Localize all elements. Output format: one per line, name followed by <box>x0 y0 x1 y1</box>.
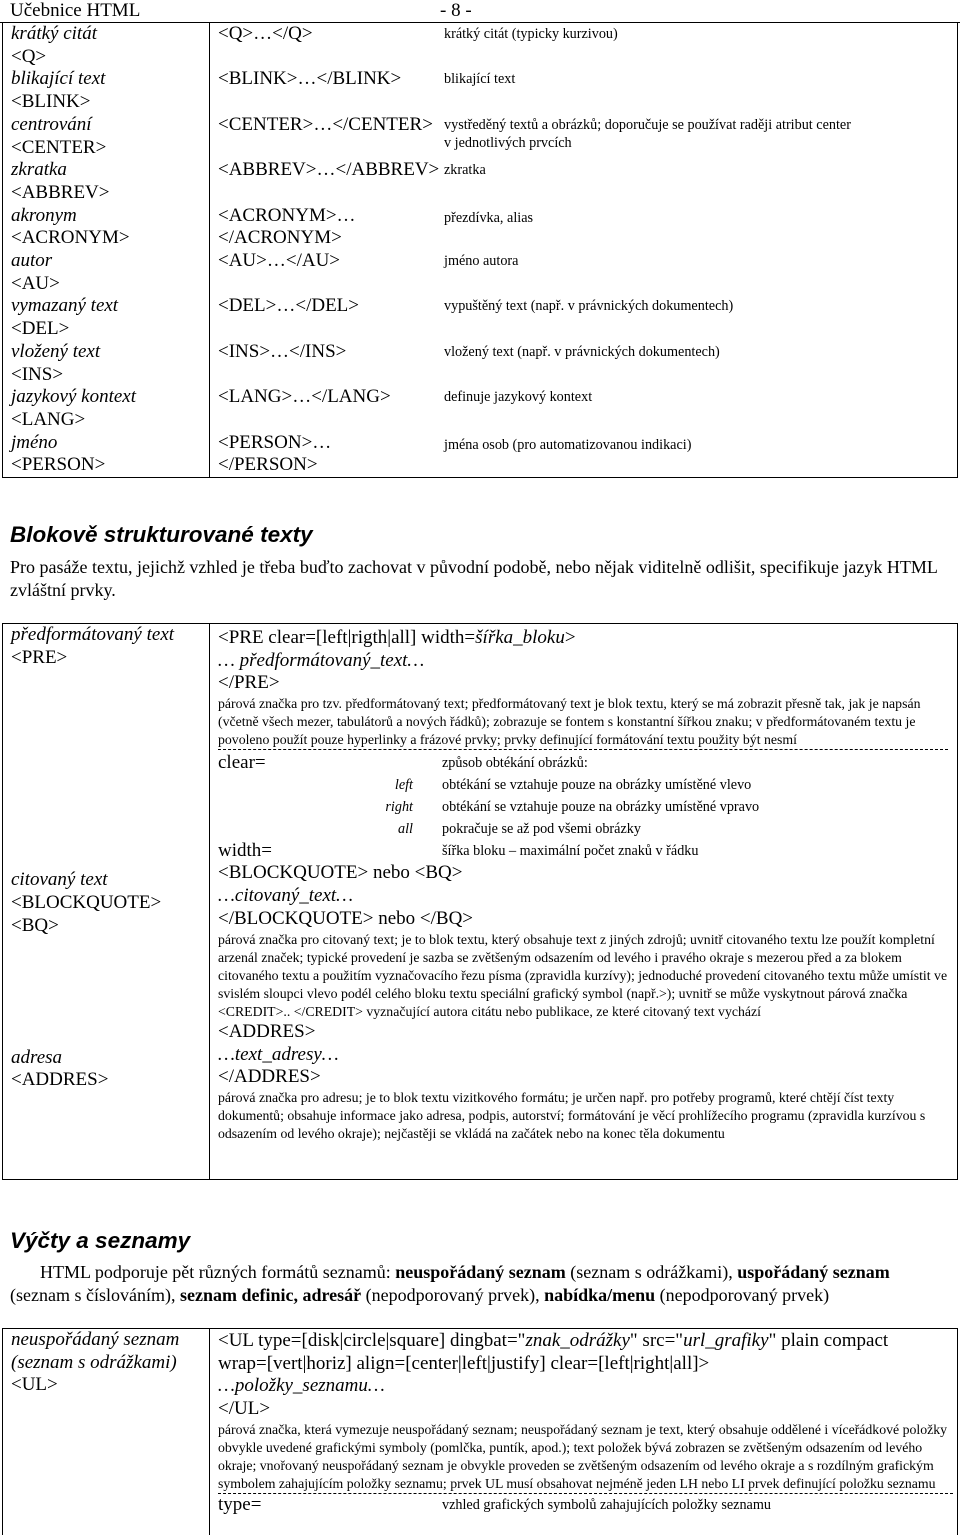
attribute-value: right <box>385 796 413 818</box>
section-intro-block-texts: Pro pasáže textu, jejichž vzhled je třeba buďto zachovat v původní podobě, nebo nějak viditelně odlišit, specifikuje jazyk HTML zvláštní prvky. <box>10 556 950 601</box>
list-elements-table <box>2 1328 958 1535</box>
syntax-line: </ADDRES> <box>218 1066 957 1089</box>
attribute-description: vzhled grafických symbolů zahajujících položky seznamu <box>442 1494 771 1516</box>
syntax-line: </ACRONYM> <box>218 227 438 250</box>
syntax-line: <BLINK>…</BLINK> <box>218 68 438 91</box>
syntax-line: …text_adresy… <box>218 1044 957 1067</box>
syntax-line: …citovaný_text… <box>218 885 957 908</box>
element-description: definuje jazykový kontext <box>444 388 960 406</box>
element-name: autor <box>11 250 209 273</box>
attribute-value-row <box>218 774 957 796</box>
element-name: citovaný text <box>11 869 209 892</box>
table-row <box>218 432 957 477</box>
syntax-line: </UL> <box>218 1398 957 1421</box>
syntax-line: </PRE> <box>218 672 957 695</box>
element-description: párová značka, která vymezuje neuspořádaný seznam; neuspořádaný seznam je text, který obsahuje oddělené i víceřádkové položky obvykle uvedené grafickými symboly (pomlčka, puntík, apod.); text položek bývá zobrazen se zvětšeným odsazením od levého okraje; vnořovaný neuspořádaný seznam je obvykle proveden se zvětšeným odsazením od levého okraje a s rozdílným grafickým symbolem zahajujícím položky seznamu; prvek UL musí obsahovat nejméně jeden LH nebo LI prvek definující položku seznamu <box>218 1421 953 1494</box>
syntax-line: <ADDRES> <box>218 1021 957 1044</box>
table-row <box>218 68 957 113</box>
section-heading-block-texts: Blokově strukturované texty <box>10 522 313 548</box>
table-row <box>218 341 957 386</box>
syntax-line: <AU>…</AU> <box>218 250 438 273</box>
section-intro-lists: HTML podporuje pět různých formátů seznamů: neuspořádaný seznam (seznam s odrážkami), uspořádaný seznam (seznam s číslováním), seznam definic, adresář (nepodporovaný prvek), nabídka/menu (nepodporovaný prvek) <box>10 1261 950 1306</box>
attribute-description: způsob obtékání obrázků: <box>442 752 588 774</box>
element-description: jméno autora <box>444 252 960 270</box>
element-name: neuspořádaný seznam <box>11 1329 209 1352</box>
element-name: centrování <box>11 114 209 137</box>
syntax-line: <UL type=[disk|circle|square] dingbat="znak_odrážky" src="url_grafiky" plain compact <box>218 1330 957 1353</box>
table-row <box>218 386 957 431</box>
attribute-row <box>218 840 957 862</box>
element-tag: <BQ> <box>11 915 209 938</box>
page-number: - 8 - <box>440 0 472 22</box>
element-description: jména osob (pro automatizovanou indikaci) <box>444 436 960 454</box>
table-row <box>218 250 957 295</box>
syntax-line: <LANG>…</LANG> <box>218 386 438 409</box>
attribute-value-description: pokračuje se až pod všemi obrázky <box>442 818 641 840</box>
table-row <box>3 624 958 1180</box>
element-description: blikající text <box>444 70 960 88</box>
element-description: vložený text (např. v právnických dokumentech) <box>444 343 960 361</box>
syntax-line: <DEL>…</DEL> <box>218 295 438 318</box>
element-description: přezdívka, alias <box>444 209 960 227</box>
element-tag: <ADDRES> <box>11 1069 209 1092</box>
attribute-name: width= <box>218 840 272 862</box>
attribute-name: type= <box>218 1494 261 1516</box>
table-row <box>218 205 957 250</box>
block-elements-table <box>2 623 958 1180</box>
attribute-row <box>218 752 957 774</box>
element-name: blikající text <box>11 68 209 91</box>
table-row <box>218 23 957 68</box>
section-heading-lists: Výčty a seznamy <box>10 1228 190 1254</box>
page-header <box>10 0 950 22</box>
element-tag: <LANG> <box>11 409 209 432</box>
element-description: v jednotlivých prvcích <box>444 134 960 152</box>
element-description: párová značka pro citovaný text; je to blok textu, který obsahuje text z jiných zdrojů; uvnitř citovaného textu lze použít kompletní arzenál značek; typické provedení je sazba se zvětšeným odsazením od levého i pravého okraje s mezerou před a za blokem citovaného textu a použitím vyznačovacího řezu písma (zpravidla kurzívy); jednoduché provedení citovaného textu může umístit ve svislém sloupci vlevo podél celého bloku textu speciální grafický symbol (např.>); uvnitř se může vyskytnout párová značka <CREDIT>.. </CREDIT> vyznačující autora citátu nebo publikace, ze které citovaný text vychází <box>218 931 953 1021</box>
syntax-line: <PRE clear=[left|rigth|all] width=šířka_bloku> <box>218 627 957 650</box>
element-name: (seznam s odrážkami) <box>11 1352 209 1375</box>
syntax-line: …položky_seznamu… <box>218 1375 957 1398</box>
syntax-line: <CENTER>…</CENTER> <box>218 114 438 137</box>
syntax-line: <ACRONYM>… <box>218 205 438 228</box>
syntax-line: </PERSON> <box>218 454 438 477</box>
element-name: předformátovaný text <box>11 624 209 647</box>
element-tag: <BLINK> <box>11 91 209 114</box>
element-name: adresa <box>11 1047 209 1070</box>
attribute-name: clear= <box>218 752 266 774</box>
syntax-line: … předformátovaný_text… <box>218 650 957 673</box>
element-tag: <BLOCKQUOTE> <box>11 892 209 915</box>
element-name: vložený text <box>11 341 209 364</box>
element-description: vypuštěný text (např. v právnických dokumentech) <box>444 297 960 315</box>
table-row <box>218 114 957 159</box>
syntax-line: <PERSON>… <box>218 432 438 455</box>
element-tag: <Q> <box>11 46 209 69</box>
syntax-line: <BLOCKQUOTE> nebo <BQ> <box>218 862 957 885</box>
element-name: jméno <box>11 432 209 455</box>
attribute-value-row <box>218 796 957 818</box>
element-description: zkratka <box>444 161 960 179</box>
book-title: Učebnice HTML <box>10 0 140 22</box>
element-name: krátký citát <box>11 23 209 46</box>
attribute-value: left <box>395 774 413 796</box>
element-tag: <CENTER> <box>11 137 209 160</box>
syntax-line: <Q>…</Q> <box>218 23 438 46</box>
element-tag: <ACRONYM> <box>11 227 209 250</box>
attribute-row <box>218 1494 957 1516</box>
table-row <box>218 295 957 340</box>
element-name: jazykový kontext <box>11 386 209 409</box>
attribute-value-description: obtékání se vztahuje pouze na obrázky umístěné vlevo <box>442 774 751 796</box>
element-tag: <PRE> <box>11 647 209 670</box>
element-name: zkratka <box>11 159 209 182</box>
attribute-value: all <box>398 818 413 840</box>
element-tag: <ABBREV> <box>11 182 209 205</box>
attribute-value-row <box>218 818 957 840</box>
element-description: párová značka pro tzv. předformátovaný text; předformátovaný text je blok textu, který se má zobrazit přesně tak, jak je napsán (včetně všech mezer, tabulátorů a nových řádků); zobrazuje se fontem s konstantní šířkou znaku; v předformátovaném textu je povoleno použít pouze hyperlinky a frázové prvky; prvky definující formátování textu použity být nesmí <box>218 695 948 750</box>
table-row <box>218 159 957 204</box>
inline-elements-table <box>2 22 958 478</box>
element-tag: <AU> <box>11 273 209 296</box>
element-tag: <INS> <box>11 364 209 387</box>
element-description: krátký citát (typicky kurzivou) <box>444 25 960 43</box>
syntax-line: </BLOCKQUOTE> nebo </BQ> <box>218 908 957 931</box>
element-name: vymazaný text <box>11 295 209 318</box>
attribute-value-description: obtékání se vztahuje pouze na obrázky umístěné vpravo <box>442 796 759 818</box>
element-tag: <UL> <box>11 1374 209 1397</box>
syntax-line: <ABBREV>…</ABBREV> <box>218 159 438 182</box>
table-row <box>3 23 958 478</box>
element-description: vystředěný textů a obrázků; doporučuje se používat raději atribut center <box>444 116 960 134</box>
attribute-description: šířka bloku – maximální počet znaků v řádku <box>442 840 699 862</box>
element-description: párová značka pro adresu; je to blok textu vizitkového formátu; je určen např. pro potřeby programů, které chtějí číst texty dokumentů; obsahuje informace jako adresa, podpis, autorství; formátování je věcí prohlížecího programu (zpravidla kurzívou s odsazením od levého okraje); nejčastěji se vkládá na začátek nebo na konec těla dokumentu <box>218 1089 953 1143</box>
element-tag: <PERSON> <box>11 454 209 477</box>
syntax-line: wrap=[vert|horiz] align=[center|left|justify] clear=[left|right|all]> <box>218 1353 957 1376</box>
element-name: akronym <box>11 205 209 228</box>
table-row <box>3 1329 958 1535</box>
syntax-line: <INS>…</INS> <box>218 341 438 364</box>
element-tag: <DEL> <box>11 318 209 341</box>
